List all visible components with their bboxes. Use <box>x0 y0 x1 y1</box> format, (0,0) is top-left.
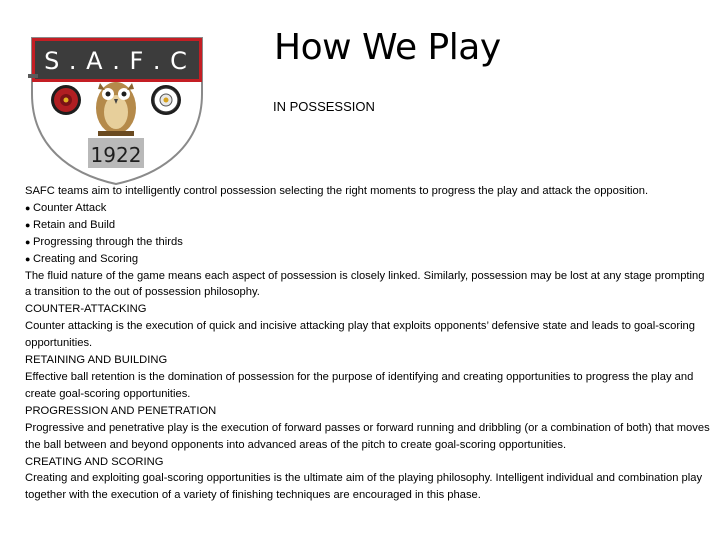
bullet-item: ● Retain and Build <box>25 217 710 234</box>
section-heading: CREATING AND SCORING <box>25 455 164 468</box>
fluid-paragraph: The fluid nature of the game means each aspect of possession is closely linked. Similarly, possession may be lost at any stage prompting a transition to the out of possession philosophy. <box>25 269 705 299</box>
page-subtitle: IN POSSESSION <box>273 99 375 114</box>
club-crest-logo <box>28 36 204 186</box>
page-title: How We Play <box>274 27 501 68</box>
section-text: Progressive and penetrative play is the execution of forward passes or forward running and dribbling (or a combination of both) that moves the ball between and beyond opponents into advanced areas of the pitch to create goal-scoring opportunities. <box>25 421 710 451</box>
bullet-item: ● Creating and Scoring <box>25 251 710 268</box>
crest-year: 1922 <box>90 143 142 167</box>
section-heading: RETAINING AND BUILDING <box>25 354 168 367</box>
document-body <box>25 183 710 504</box>
crest-letters: S . A . F . C <box>44 47 188 75</box>
section-text: Counter attacking is the execution of quick and incisive attacking play that exploits opponents’ defensive state and leads to goal-scoring opportunities. <box>25 320 695 350</box>
section-heading: COUNTER-ATTACKING <box>25 303 147 316</box>
section-text: Effective ball retention is the domination of possession for the purpose of identifying and creating opportunities to progress the play and create goal-scoring opportunities. <box>25 370 694 400</box>
red-rose-icon <box>51 85 81 115</box>
bullet-item: ● Counter Attack <box>25 200 710 217</box>
bullet-item: ● Progressing through the thirds <box>25 234 710 251</box>
section-text: Creating and exploiting goal-scoring opportunities is the ultimate aim of the playing philosophy. Intelligent individual and combination play together with the execution of a variety of finishing techniques are encouraged in this phase. <box>25 472 703 502</box>
white-rose-icon <box>151 85 181 115</box>
section-heading: PROGRESSION AND PENETRATION <box>25 404 217 417</box>
intro-paragraph: SAFC teams aim to intelligently control possession selecting the right moments to progress the play and attack the opposition. <box>25 185 649 197</box>
